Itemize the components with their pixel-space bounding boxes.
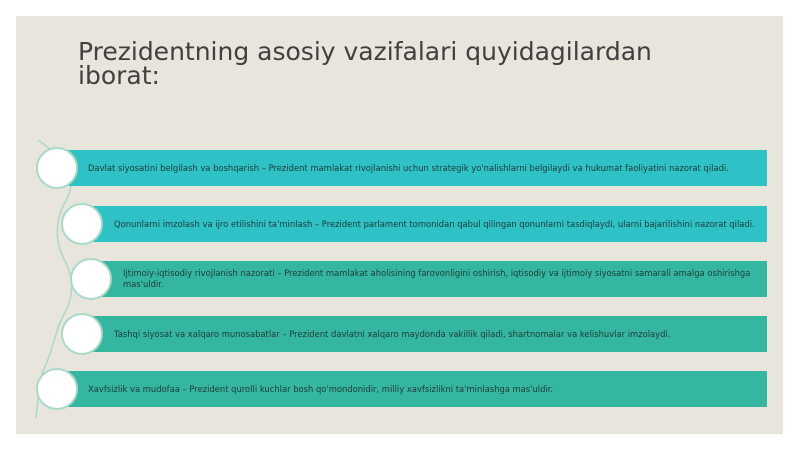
list-item-bar-2 — [84, 206, 767, 242]
list-item-text: Xavfsizlik va mudofaa – Prezident qurolli kuchlar bosh qo'mondonidir, milliy xavfsizlikni ta'minlashga mas'uldir. — [88, 383, 554, 394]
list-item-bar-3 — [93, 261, 767, 297]
list-item-text: Tashqi siyosat va xalqaro munosabatlar – Prezident davlatni xalqaro maydonda vakillik qiladi, shartnomalar va kelishuvlar imzolaydi. — [114, 328, 671, 339]
list-item-bullet-2 — [61, 203, 103, 245]
list-item-text: Davlat siyosatini belgilash va boshqarish – Prezident mamlakat rivojlanishi uchun strategik yo'nalishlarni belgilaydi va hukumat faoliyatini nazorat qiladi. — [88, 162, 729, 173]
list-item-bar-4 — [84, 316, 767, 352]
list-item-bullet-1 — [36, 147, 78, 189]
list-item-bullet-3 — [70, 258, 112, 300]
list-item-bar-5 — [58, 371, 767, 407]
list-item-text: Ijtimoiy-iqtisodiy rivojlanish nazorati – Prezident mamlakat aholisining farovonligini oshirish, iqtisodiy va ijtimoiy siyosatni samarali amalga oshirishga mas'uldir. — [123, 268, 751, 289]
list-item-bar-1 — [58, 150, 767, 186]
list-item-text: Qonunlarni imzolash va ijro etilishini ta'minlash – Prezident parlament tomonidan qabul qilingan qonunlarni tasdiqlaydi, ularni bajarilishini nazorat qiladi. — [114, 218, 755, 229]
list-item-bullet-4 — [61, 313, 103, 355]
slide-title: Prezidentning asosiy vazifalari quyidagilardan iborat: — [78, 37, 652, 90]
list-item-bullet-5 — [36, 368, 78, 410]
slide — [16, 16, 783, 434]
